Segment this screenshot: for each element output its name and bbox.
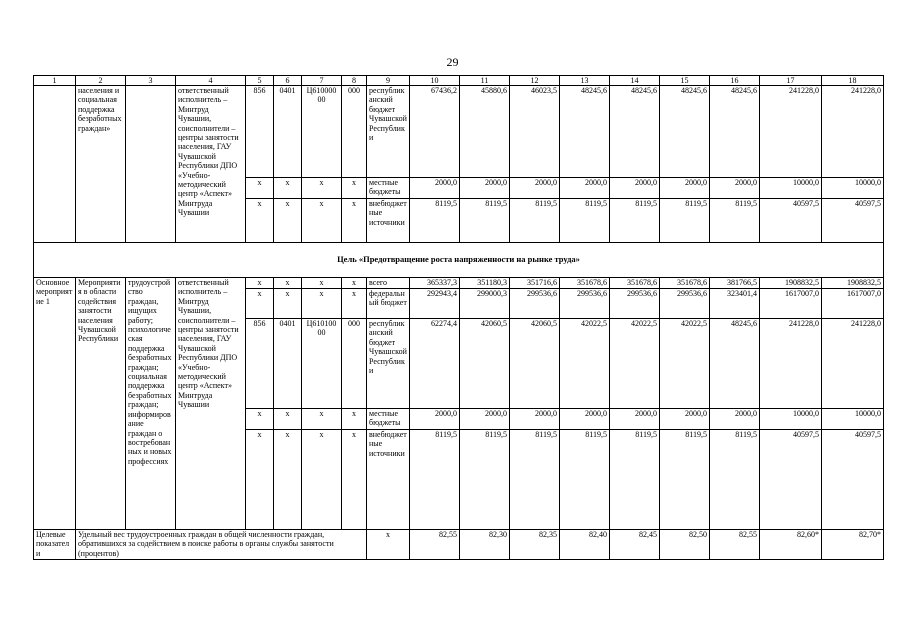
value-cell: 351678,6 bbox=[610, 278, 660, 289]
value-cell: 323401,4 bbox=[710, 289, 760, 319]
cell: x bbox=[246, 430, 274, 530]
value-cell: 2000,0 bbox=[510, 409, 560, 430]
value-cell: 2000,0 bbox=[660, 409, 710, 430]
cell: x bbox=[302, 409, 342, 430]
value-cell: 82,45 bbox=[610, 530, 660, 560]
column-number: 3 bbox=[126, 76, 176, 86]
value-cell: 2000,0 bbox=[410, 178, 460, 199]
cell: x bbox=[342, 289, 367, 319]
value-cell: 42022,5 bbox=[560, 319, 610, 409]
cell: x bbox=[246, 278, 274, 289]
funding-source-cell: внебюджетные источники bbox=[367, 199, 410, 243]
result-cell: трудоустройство граждан, ищущих работу; психологическая поддержка безработных граждан; социальная поддержка безработных граждан; информирование граждан о востребованных и новых профессиях bbox=[126, 278, 176, 530]
page-number: 29 bbox=[446, 55, 459, 69]
indicator-text-cell: Удельный вес трудоустроенных граждан в общей численности граждан, обратившихся за содействием в поиске работы в органы службы занятости (процентов) bbox=[76, 530, 367, 560]
executor-cell: ответственный исполнитель – Минтруд Чувашии, соисполнители – центры занятости населения, ГАУ Чувашской Республики ДПО «Учебно-методический центр «Аспект» Минтруда Чувашии bbox=[176, 278, 246, 530]
value-cell: 2000,0 bbox=[560, 409, 610, 430]
column-number: 18 bbox=[822, 76, 884, 86]
value-cell: 299536,6 bbox=[660, 289, 710, 319]
value-cell: 381766,5 bbox=[710, 278, 760, 289]
cell bbox=[126, 86, 176, 243]
column-number: 16 bbox=[710, 76, 760, 86]
value-cell: 82,60* bbox=[760, 530, 822, 560]
table-row bbox=[34, 86, 884, 178]
value-cell: 42060,5 bbox=[510, 319, 560, 409]
indicator-row bbox=[34, 530, 884, 560]
cell: x bbox=[302, 178, 342, 199]
executor-cell: ответственный исполнитель – Минтруд Чувашии, соисполнители – центры занятости населения, ГАУ Чувашской Республики ДПО «Учебно-методический центр «Аспект» Минтруда Чувашии bbox=[176, 86, 246, 243]
column-number: 1 bbox=[34, 76, 76, 86]
value-cell: 42022,5 bbox=[610, 319, 660, 409]
value-cell: 10000,0 bbox=[822, 409, 884, 430]
value-cell: 8119,5 bbox=[660, 199, 710, 243]
column-number: 2 bbox=[76, 76, 126, 86]
indicator-label-cell: Целевые показатели bbox=[34, 530, 76, 560]
value-cell: 10000,0 bbox=[760, 409, 822, 430]
value-cell: 1617007,0 bbox=[822, 289, 884, 319]
column-number: 4 bbox=[176, 76, 246, 86]
value-cell: 2000,0 bbox=[460, 409, 510, 430]
value-cell: 40597,5 bbox=[760, 199, 822, 243]
value-cell: 67436,2 bbox=[410, 86, 460, 178]
cell: x bbox=[246, 409, 274, 430]
value-cell: 2000,0 bbox=[510, 178, 560, 199]
funding-source-cell: республиканский бюджет Чувашской Республики bbox=[367, 319, 410, 409]
cell: Ц610000 00 bbox=[302, 86, 342, 178]
cell: x bbox=[274, 289, 302, 319]
value-cell: 42060,5 bbox=[460, 319, 510, 409]
column-number: 5 bbox=[246, 76, 274, 86]
value-cell: 351180,3 bbox=[460, 278, 510, 289]
value-cell: 2000,0 bbox=[610, 178, 660, 199]
value-cell: 2000,0 bbox=[710, 178, 760, 199]
cell: x bbox=[342, 178, 367, 199]
cell: 000 bbox=[342, 319, 367, 409]
cell: x bbox=[342, 199, 367, 243]
value-cell: 299000,3 bbox=[460, 289, 510, 319]
value-cell: 299536,6 bbox=[560, 289, 610, 319]
column-number: 6 bbox=[274, 76, 302, 86]
value-cell: 82,35 bbox=[510, 530, 560, 560]
value-cell: 82,30 bbox=[460, 530, 510, 560]
value-cell: 48245,6 bbox=[560, 86, 610, 178]
program-name-cell: населения и социальная поддержка безработных граждан» bbox=[76, 86, 126, 243]
cell: x bbox=[342, 409, 367, 430]
value-cell: 8119,5 bbox=[410, 199, 460, 243]
value-cell: 351678,6 bbox=[560, 278, 610, 289]
cell: 856 bbox=[246, 86, 274, 178]
goal-title: Цель «Предотвращение роста напряженности на рынке труда» bbox=[34, 243, 884, 278]
value-cell: 8119,5 bbox=[710, 199, 760, 243]
value-cell: 48245,6 bbox=[710, 86, 760, 178]
cell: x bbox=[246, 199, 274, 243]
value-cell: 1617007,0 bbox=[760, 289, 822, 319]
cell: 856 bbox=[246, 319, 274, 409]
value-cell: 299536,6 bbox=[510, 289, 560, 319]
budget-table bbox=[33, 75, 884, 560]
value-cell: 292943,4 bbox=[410, 289, 460, 319]
value-cell: 8119,5 bbox=[610, 199, 660, 243]
funding-source-cell: внебюджетные источники bbox=[367, 430, 410, 530]
value-cell: 365337,3 bbox=[410, 278, 460, 289]
cell: x bbox=[246, 178, 274, 199]
activity-label-cell: Основное мероприятие 1 bbox=[34, 278, 76, 530]
value-cell: 2000,0 bbox=[460, 178, 510, 199]
value-cell: 8119,5 bbox=[710, 430, 760, 530]
value-cell: 48245,6 bbox=[710, 319, 760, 409]
value-cell: 8119,5 bbox=[560, 199, 610, 243]
cell: x bbox=[342, 430, 367, 530]
cell: x bbox=[342, 278, 367, 289]
value-cell: 2000,0 bbox=[660, 178, 710, 199]
value-cell: 45880,6 bbox=[460, 86, 510, 178]
value-cell: 2000,0 bbox=[610, 409, 660, 430]
column-number: 14 bbox=[610, 76, 660, 86]
value-cell: 8119,5 bbox=[660, 430, 710, 530]
value-cell: 8119,5 bbox=[560, 430, 610, 530]
funding-source-cell: всего bbox=[367, 278, 410, 289]
cell: x bbox=[302, 278, 342, 289]
value-cell: 46023,5 bbox=[510, 86, 560, 178]
goal-row bbox=[34, 243, 884, 278]
column-number: 11 bbox=[460, 76, 510, 86]
value-cell: 8119,5 bbox=[510, 199, 560, 243]
funding-source-cell: республиканский бюджет Чувашской Республики bbox=[367, 86, 410, 178]
value-cell: 351716,6 bbox=[510, 278, 560, 289]
cell: x bbox=[274, 178, 302, 199]
value-cell: 241228,0 bbox=[822, 319, 884, 409]
cell bbox=[34, 86, 76, 243]
cell: x bbox=[302, 289, 342, 319]
value-cell: 299536,6 bbox=[610, 289, 660, 319]
value-cell: 42022,5 bbox=[660, 319, 710, 409]
cell: x bbox=[367, 530, 410, 560]
value-cell: 241228,0 bbox=[822, 86, 884, 178]
value-cell: 82,70* bbox=[822, 530, 884, 560]
column-numbers-row bbox=[34, 76, 884, 86]
value-cell: 241228,0 bbox=[760, 319, 822, 409]
value-cell: 8119,5 bbox=[510, 430, 560, 530]
value-cell: 241228,0 bbox=[760, 86, 822, 178]
cell: x bbox=[274, 278, 302, 289]
value-cell: 2000,0 bbox=[410, 409, 460, 430]
cell: 0401 bbox=[274, 86, 302, 178]
value-cell: 40597,5 bbox=[760, 430, 822, 530]
value-cell: 2000,0 bbox=[560, 178, 610, 199]
value-cell: 62274,4 bbox=[410, 319, 460, 409]
value-cell: 2000,0 bbox=[710, 409, 760, 430]
column-number: 15 bbox=[660, 76, 710, 86]
funding-source-cell: федеральный бюджет bbox=[367, 289, 410, 319]
cell: x bbox=[302, 199, 342, 243]
column-number: 17 bbox=[760, 76, 822, 86]
value-cell: 8119,5 bbox=[460, 199, 510, 243]
cell: x bbox=[246, 289, 274, 319]
activity-name-cell: Мероприятия в области содействия занятости населения Чувашской Республики bbox=[76, 278, 126, 530]
column-number: 9 bbox=[367, 76, 410, 86]
column-number: 7 bbox=[302, 76, 342, 86]
value-cell: 8119,5 bbox=[410, 430, 460, 530]
value-cell: 8119,5 bbox=[610, 430, 660, 530]
value-cell: 40597,5 bbox=[822, 430, 884, 530]
column-number: 13 bbox=[560, 76, 610, 86]
value-cell: 82,40 bbox=[560, 530, 610, 560]
value-cell: 1908832,5 bbox=[760, 278, 822, 289]
value-cell: 82,55 bbox=[710, 530, 760, 560]
cell: Ц610100 00 bbox=[302, 319, 342, 409]
cell: x bbox=[274, 430, 302, 530]
value-cell: 40597,5 bbox=[822, 199, 884, 243]
value-cell: 82,50 bbox=[660, 530, 710, 560]
value-cell: 351678,6 bbox=[660, 278, 710, 289]
value-cell: 8119,5 bbox=[460, 430, 510, 530]
value-cell: 10000,0 bbox=[822, 178, 884, 199]
cell: 000 bbox=[342, 86, 367, 178]
value-cell: 48245,6 bbox=[660, 86, 710, 178]
column-number: 8 bbox=[342, 76, 367, 86]
column-number: 12 bbox=[510, 76, 560, 86]
value-cell: 82,55 bbox=[410, 530, 460, 560]
column-number: 10 bbox=[410, 76, 460, 86]
table-row bbox=[34, 278, 884, 289]
value-cell: 1908832,5 bbox=[822, 278, 884, 289]
cell: x bbox=[302, 430, 342, 530]
cell: 0401 bbox=[274, 319, 302, 409]
value-cell: 48245,6 bbox=[610, 86, 660, 178]
funding-source-cell: местные бюджеты bbox=[367, 178, 410, 199]
cell: x bbox=[274, 409, 302, 430]
cell: x bbox=[274, 199, 302, 243]
value-cell: 10000,0 bbox=[760, 178, 822, 199]
funding-source-cell: местные бюджеты bbox=[367, 409, 410, 430]
